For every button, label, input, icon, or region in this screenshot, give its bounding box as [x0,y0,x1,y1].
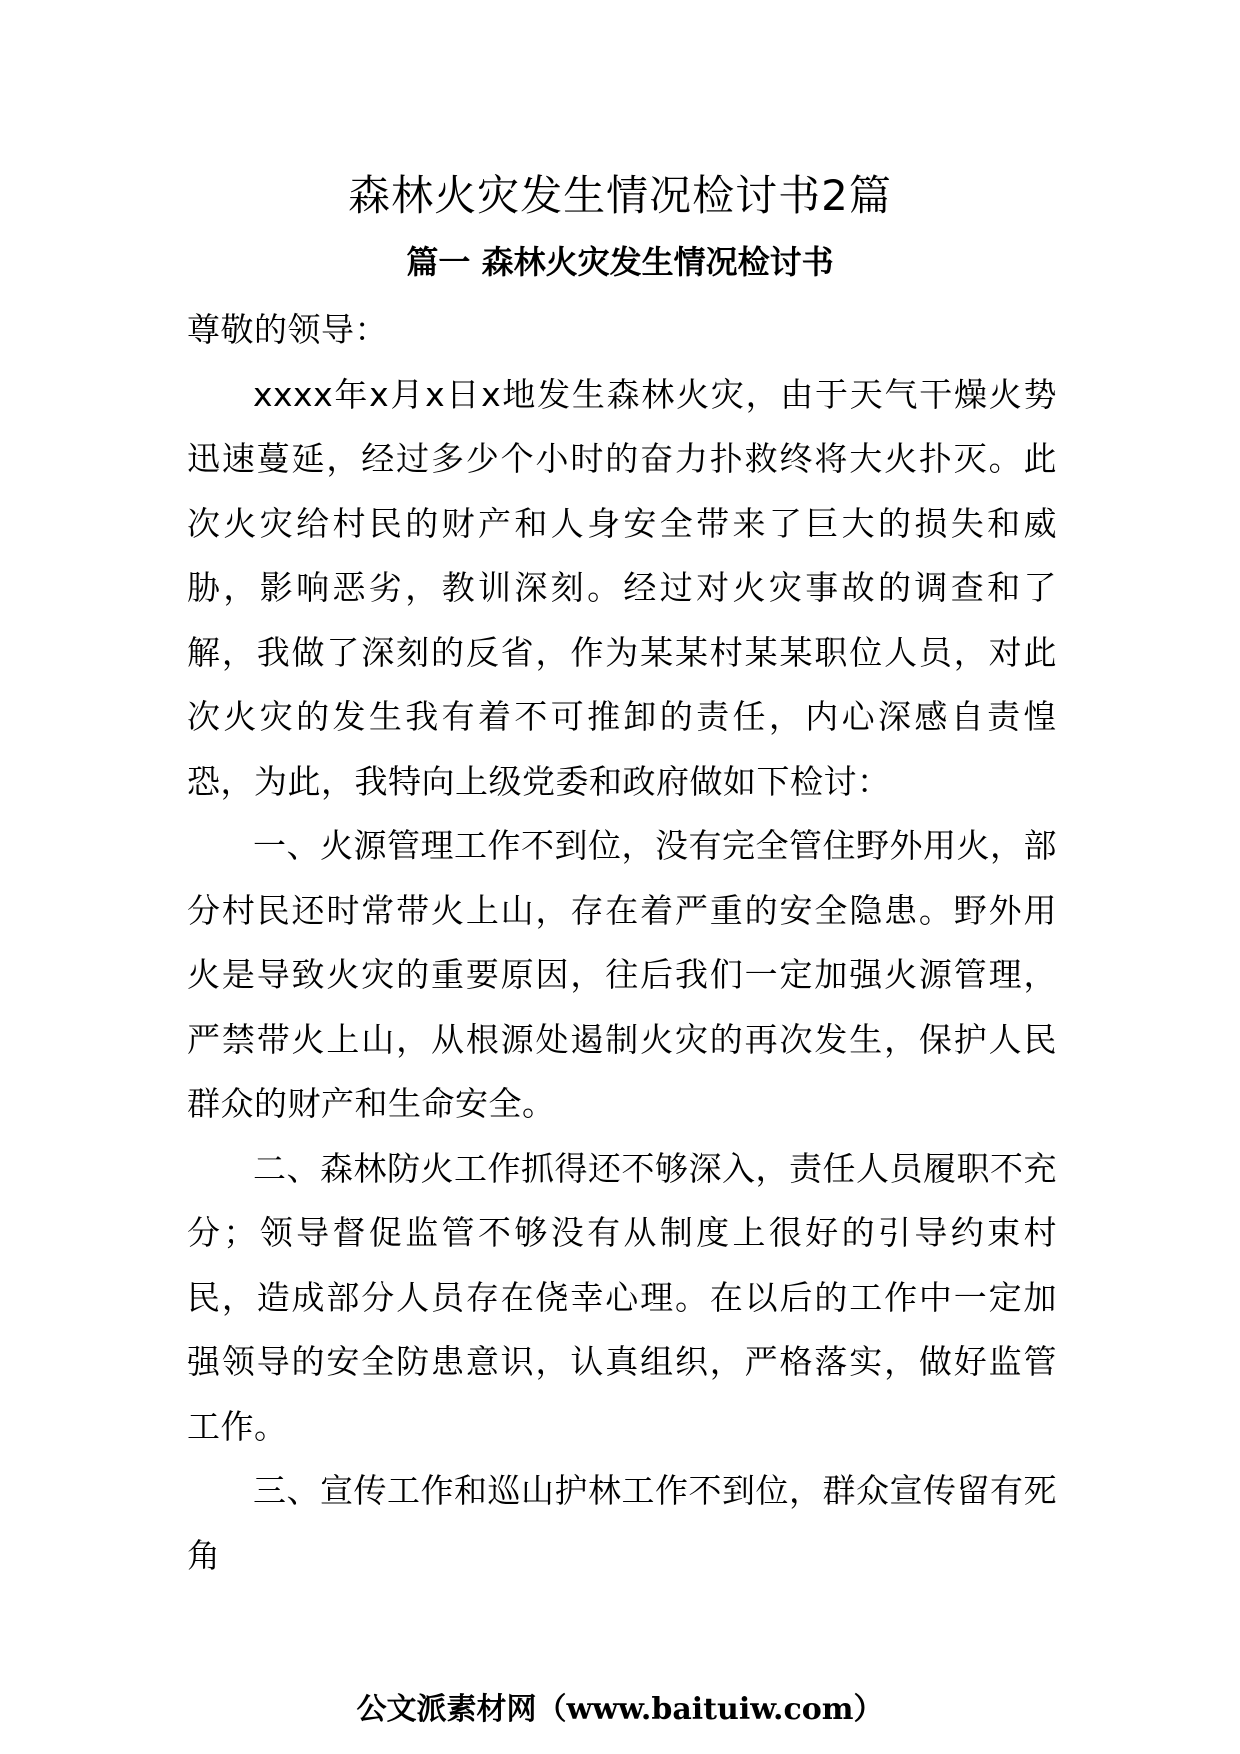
document-subtitle: 篇一 森林火灾发生情况检讨书 [406,243,834,281]
paragraph-point-3: 三、宣传工作和巡山护林工作不到位，群众宣传留有死角 [187,1471,1057,1575]
footer-watermark: 公文派素材网（www.baituiw.com） [356,1692,884,1727]
document-title: 森林火灾发生情况检讨书2篇 [348,171,892,220]
paragraph-point-2: 二、森林防火工作抓得还不够深入，责任人员履职不充分；领导督促监管不够没有从制度上很好的引导约束村民，造成部分人员存在侥幸心理。在以后的工作中一定加强领导的安全防患意识，认真组织，严格落实，做好监管工作。 [187,1148,1057,1446]
paragraph-intro: xxxx年x月x日x地发生森林火灾，由于天气干燥火势迅速蔓延，经过多少个小时的奋力扑救终将大火扑灭。此次火灾给村民的财产和人身安全带来了巨大的损失和威胁，影响恶劣，教训深刻。经过对火灾事故的调查和了解，我做了深刻的反省，作为某某村某某职位人员，对此次火灾的发生我有着不可推卸的责任，内心深感自责惶恐，为此，我特向上级党委和政府做如下检讨： [187,374,1057,801]
salutation: 尊敬的领导： [187,310,388,349]
document-body [187,298,1057,1588]
paragraph-point-1: 一、火源管理工作不到位，没有完全管住野外用火，部分村民还时常带火上山，存在着严重的安全隐患。野外用火是导致火灾的重要原因，往后我们一定加强火源管理，严禁带火上山，从根源处遏制火灾的再次发生，保护人民群众的财产和生命安全。 [187,826,1057,1123]
